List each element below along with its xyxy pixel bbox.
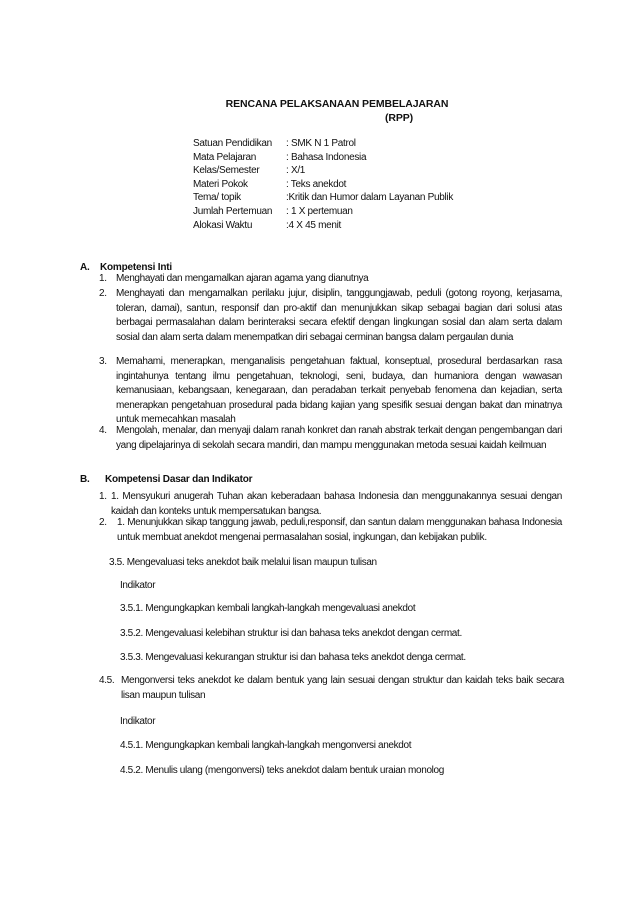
- indikator-3-5-1: 3.5.1. Mengungkapkan kembali langkah-langkah mengevaluasi anekdot: [120, 603, 416, 614]
- list-number: 1.: [99, 273, 107, 284]
- identity-row: [193, 138, 453, 152]
- identity-value: :Kritik dan Humor dalam Layanan Publik: [286, 192, 454, 204]
- identity-label: Materi Pokok: [193, 178, 248, 190]
- section-title: Kompetensi Inti: [100, 262, 173, 273]
- identity-row: [193, 192, 453, 206]
- list-item: [99, 424, 562, 453]
- section-letter: A.: [80, 262, 90, 273]
- list-text: 1. Mensyukuri anugerah Tuhan akan keberadaan bahasa Indonesia dan menggunakannya sesuai dengan kaidah dan konteks untuk mempersatukan bangsa.: [111, 491, 562, 517]
- identity-label: Jumlah Pertemuan: [193, 205, 273, 217]
- identity-value: : Teks anekdot: [286, 178, 347, 190]
- list-text: Menghayati dan mengamalkan perilaku jujur, disiplin, tanggungjawab, peduli (gotong royong, kerjasama, toleran, damai), santun, responsif dan pro-aktif dan menunjukkan sikap sebagai bagian dari solusi atas berbagai permasalahan dalam berinteraksi secara efektif dengan lingkungan sosial dan alam serta dalam sosial dan alam serta dalam menempatkan diri sebagai cerminan bangsa dalam pergaulan dunia: [116, 288, 562, 343]
- document-subtitle: (RPP): [384, 112, 414, 124]
- identity-value: : 1 X pertemuan: [286, 205, 353, 217]
- identity-row: [193, 220, 453, 234]
- identity-row: [193, 179, 453, 193]
- kd-3-5: 3.5. Mengevaluasi teks anekdot baik melalui lisan maupun tulisan: [109, 557, 377, 568]
- list-item: [99, 355, 562, 428]
- kd-4-5: [99, 674, 564, 703]
- identity-label: Alokasi Waktu: [193, 219, 253, 231]
- list-number: 3.: [99, 356, 107, 367]
- list-number: 4.5.: [99, 675, 115, 686]
- identity-value: : X/1: [286, 165, 306, 177]
- identity-row: [193, 165, 453, 179]
- list-item: [99, 272, 562, 287]
- identity-value: : SMK N 1 Patrol: [286, 138, 356, 149]
- document-title: RENCANA PELAKSANAAN PEMBELAJARAN: [225, 98, 449, 110]
- indikator-label: Indikator: [120, 716, 156, 727]
- identity-label: Kelas/Semester: [193, 165, 260, 177]
- section-letter: B.: [80, 474, 90, 485]
- identity-row: [193, 206, 453, 220]
- indikator-label: Indikator: [120, 580, 156, 591]
- list-item: [99, 287, 562, 345]
- list-item: [99, 516, 562, 545]
- list-text: 1. Menunjukkan sikap tanggung jawab, peduli,responsif, dan santun dalam menggunakan bahasa Indonesia untuk membuat anekdot mengenai permasalahan sosial, ingkungan, dan kebijakan publik.: [117, 517, 562, 543]
- list-number: 2.: [99, 517, 107, 528]
- list-text: Menghayati dan mengamalkan ajaran agama yang dianutnya: [116, 273, 369, 284]
- indikator-4-5-1: 4.5.1. Mengungkapkan kembali langkah-langkah mengonversi anekdot: [120, 740, 412, 751]
- list-text: Memahami, menerapkan, menganalisis pengetahuan faktual, konseptual, prosedural berdasarkan rasa ingintahunya tentang ilmu pengetahuan, teknologi, seni, budaya, dan humaniora dengan wawasan kemanusiaan, kebangsaan, kenegaraan, dan peradaban terkait penyebab fenomena dan kejadian, serta menerapkan pengetahuan prosedural pada bidang kajian yang spesifik sesuai dengan bakat dan minatnya untuk memecahkan masalah: [116, 356, 562, 426]
- section-b-heading: [80, 474, 560, 488]
- list-number: 2.: [99, 288, 107, 299]
- list-item: [99, 490, 562, 519]
- section-title: Kompetensi Dasar dan Indikator: [105, 474, 253, 485]
- identity-value: : Bahasa Indonesia: [286, 151, 367, 163]
- identity-label: Tema/ topik: [193, 192, 241, 204]
- indikator-3-5-3: 3.5.3. Mengevaluasi kekurangan struktur isi dan bahasa teks anekdot denga cermat.: [120, 652, 466, 663]
- list-text: Mengolah, menalar, dan menyaji dalam ranah konkret dan ranah abstrak terkait dengan pengembangan dari yang dipelajarinya di sekolah secara mandiri, dan mampu menggunakan metoda sesuai kaidah keilmuan: [116, 425, 562, 451]
- indikator-4-5-2: 4.5.2. Menulis ulang (mengonversi) teks anekdot dalam bentuk uraian monolog: [120, 765, 444, 776]
- list-number: 1.: [99, 491, 107, 502]
- identity-label: Mata Pelajaran: [193, 151, 257, 163]
- list-number: 4.: [99, 425, 107, 436]
- identity-table: [193, 138, 453, 233]
- indikator-3-5-2: 3.5.2. Mengevaluasi kelebihan struktur isi dan bahasa teks anekdot dengan cermat.: [120, 628, 462, 639]
- identity-row: [193, 152, 453, 166]
- identity-label: Satuan Pendidikan: [193, 138, 272, 149]
- identity-value: :4 X 45 menit: [286, 219, 342, 231]
- list-text: Mengonversi teks anekdot ke dalam bentuk yang lain sesuai dengan struktur dan kaidah teks baik secara lisan maupun tulisan: [121, 675, 564, 701]
